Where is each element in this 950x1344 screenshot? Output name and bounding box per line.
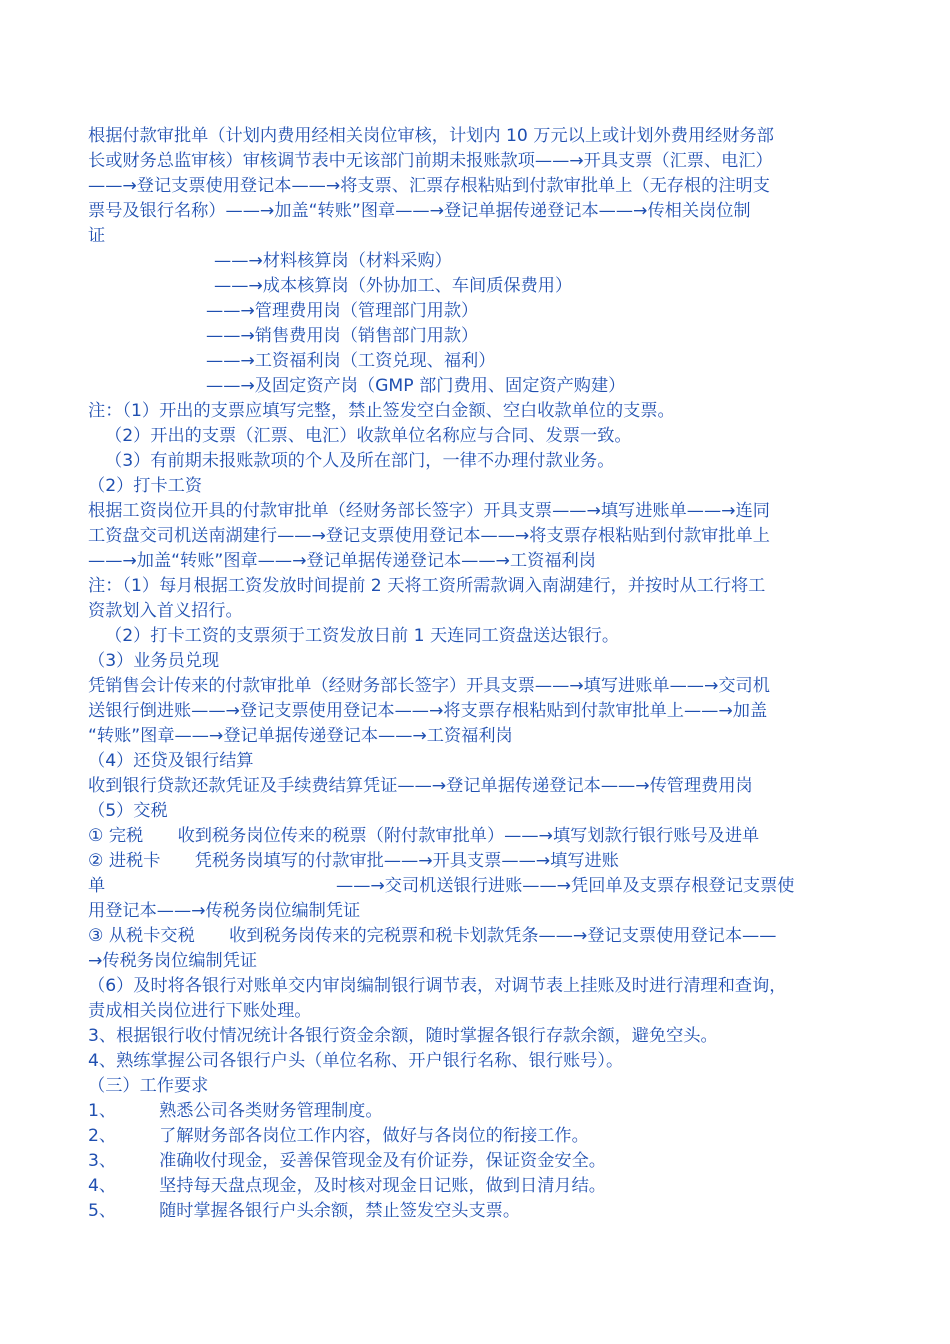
text-line: ① 完税 收到税务岗位传来的税票（附付款审批单）——→填写划款行银行账号及进单 bbox=[88, 826, 760, 846]
flow-branch-line: ——→及固定资产岗（GMP 部门费用、固定资产购建） bbox=[206, 376, 626, 396]
section-heading: （4）还贷及银行结算 bbox=[88, 751, 254, 771]
text-line: 长或财务总监审核）审核调节表中无该部门前期未报账款项——→开具支票（汇票、电汇） bbox=[88, 151, 773, 171]
text-line: 收到银行贷款还款凭证及手续费结算凭证——→登记单据传递登记本——→传管理费用岗 bbox=[88, 776, 753, 796]
note-line: 注：（1）每月根据工资发放时间提前 2 天将工资所需款调入南湖建行，并按时从工行将工 bbox=[88, 576, 766, 596]
text-line: 用登记本——→传税务岗位编制凭证 bbox=[88, 901, 361, 921]
text-line: ——→加盖“转账”图章——→登记单据传递登记本——→工资福利岗 bbox=[88, 551, 596, 571]
text-line: “转账”图章——→登记单据传递登记本——→工资福利岗 bbox=[88, 726, 513, 746]
flow-branch-line: ——→管理费用岗（管理部门用款） bbox=[206, 301, 479, 321]
text-line: ——→登记支票使用登记本——→将支票、汇票存根粘贴到付款审批单上（无存根的注明支 bbox=[88, 176, 770, 196]
text-line: 证 bbox=[88, 226, 106, 246]
text-line: 3、根据银行收付情况统计各银行资金余额，随时掌握各银行存款余额，避免空头。 bbox=[88, 1026, 718, 1046]
text-line: （6）及时将各银行对账单交内审岗编制银行调节表，对调节表上挂账及时进行清理和查询， bbox=[88, 976, 787, 996]
flow-branch-line: ——→销售费用岗（销售部门用款） bbox=[206, 326, 479, 346]
text-line: 4、熟练掌握公司各银行户头（单位名称、开户银行名称、银行账号）。 bbox=[88, 1051, 624, 1071]
text-line: ——→交司机送银行进账——→凭回单及支票存根登记支票使 bbox=[336, 876, 795, 896]
section-heading: （三）工作要求 bbox=[88, 1076, 209, 1096]
list-item: 2、 了解财务部各岗位工作内容，做好与各岗位的衔接工作。 bbox=[88, 1126, 589, 1146]
text-line: 票号及银行名称）——→加盖“转账”图章——→登记单据传递登记本——→传相关岗位制 bbox=[88, 201, 751, 221]
note-line: 资款划入首义招行。 bbox=[88, 601, 243, 621]
note-line: 注：（1）开出的支票应填写完整，禁止签发空白金额、空白收款单位的支票。 bbox=[88, 401, 675, 421]
text-line: ③ 从税卡交税 收到税务岗传来的完税票和税卡划款凭条——→登记支票使用登记本—— bbox=[88, 926, 777, 946]
flow-branch-line: ——→成本核算岗（外协加工、车间质保费用） bbox=[214, 276, 573, 296]
text-line: 根据付款审批单（计划内费用经相关岗位审核，计划内 10 万元以上或计划外费用经财务部 bbox=[88, 126, 774, 146]
text-line: 凭销售会计传来的付款审批单（经财务部长签字）开具支票——→填写进账单——→交司机 bbox=[88, 676, 770, 696]
flow-branch-line: ——→材料核算岗（材料采购） bbox=[214, 251, 452, 271]
flow-branch-line: ——→工资福利岗（工资兑现、福利） bbox=[206, 351, 496, 371]
text-line: 责成相关岗位进行下账处理。 bbox=[88, 1001, 312, 1021]
section-heading: （5）交税 bbox=[88, 801, 168, 821]
list-item: 1、 熟悉公司各类财务管理制度。 bbox=[88, 1101, 383, 1121]
list-item: 4、 坚持每天盘点现金，及时核对现金日记账，做到日清月结。 bbox=[88, 1176, 606, 1196]
note-line: （3）有前期未报账款项的个人及所在部门，一律不办理付款业务。 bbox=[105, 451, 615, 471]
text-line: ② 进税卡 凭税务岗填写的付款审批——→开具支票——→填写进账 bbox=[88, 851, 619, 871]
list-item: 5、 随时掌握各银行户头余额，禁止签发空头支票。 bbox=[88, 1201, 521, 1221]
text-line: 根据工资岗位开具的付款审批单（经财务部长签字）开具支票——→填写进账单——→连同 bbox=[88, 501, 770, 521]
note-line: （2）开出的支票（汇票、电汇）收款单位名称应与合同、发票一致。 bbox=[105, 426, 632, 446]
text-line: 送银行倒进账——→登记支票使用登记本——→将支票存根粘贴到付款审批单上——→加盖 bbox=[88, 701, 768, 721]
text-line: →传税务岗位编制凭证 bbox=[88, 951, 258, 971]
note-line: （2）打卡工资的支票须于工资发放日前 1 天连同工资盘送达银行。 bbox=[105, 626, 620, 646]
list-item: 3、 准确收付现金，妥善保管现金及有价证券，保证资金安全。 bbox=[88, 1151, 606, 1171]
section-heading: （2）打卡工资 bbox=[88, 476, 203, 496]
text-line: 工资盘交司机送南湖建行——→登记支票使用登记本——→将支票存根粘贴到付款审批单上 bbox=[88, 526, 770, 546]
section-heading: （3）业务员兑现 bbox=[88, 651, 220, 671]
text-line: 单 bbox=[88, 876, 106, 896]
